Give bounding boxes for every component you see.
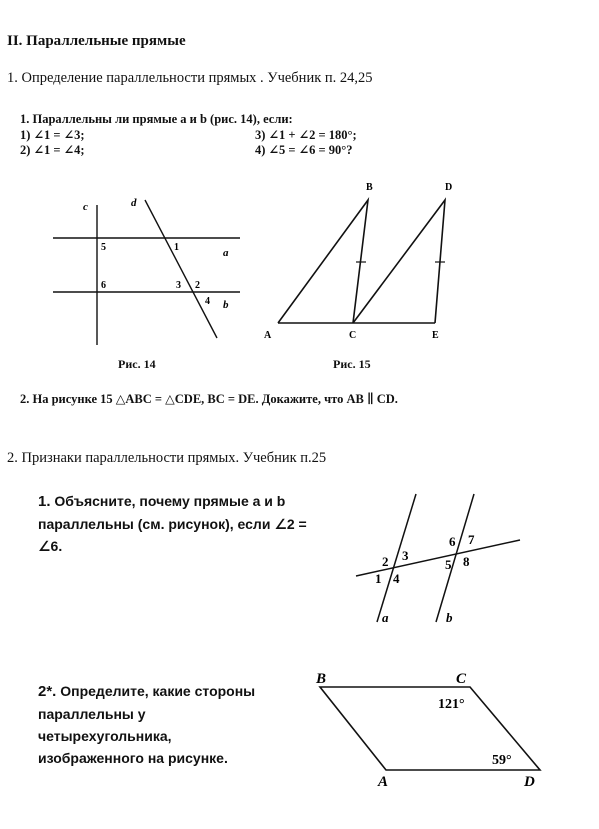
point-c: C xyxy=(456,671,467,687)
angle-1: 1 xyxy=(174,242,179,253)
problem1-option-4: 4) ∠5 = ∠6 = 90°? xyxy=(255,143,353,157)
fig14-caption: Рис. 14 xyxy=(118,357,156,371)
line-d xyxy=(145,200,217,338)
page-title: II. Параллельные прямые xyxy=(7,33,186,49)
point-a: A xyxy=(264,330,272,341)
label-b: b xyxy=(223,299,229,311)
label-a: a xyxy=(382,610,389,625)
point-d: D xyxy=(524,774,535,790)
point-b: B xyxy=(366,182,373,193)
angle-d: 59° xyxy=(492,753,512,768)
problem1-option-2: 2) ∠1 = ∠4; xyxy=(20,143,85,157)
angle-2: 2 xyxy=(195,280,200,291)
angle-8: 8 xyxy=(463,554,470,569)
label-d: d xyxy=(131,197,137,209)
figure-14 xyxy=(45,190,255,355)
task1-number: 1. xyxy=(38,493,51,510)
point-a: A xyxy=(378,774,389,790)
section1-heading: 1. Определение параллельности прямых . Учебник п. 24,25 xyxy=(7,70,373,86)
angle-4: 4 xyxy=(393,571,400,586)
triangle-cde xyxy=(353,200,445,323)
point-c: C xyxy=(349,330,357,341)
angle-3: 3 xyxy=(176,280,181,291)
task2-number: 2*. xyxy=(38,683,57,700)
task1-text: Объясните, почему прямые a и b параллельны (см. рисунок), если ∠2 = ∠6. xyxy=(38,493,307,554)
label-b: b xyxy=(446,610,453,625)
problem1-option-1: 1) ∠1 = ∠3; xyxy=(20,128,85,142)
angle-6: 6 xyxy=(101,280,106,291)
triangle-abc xyxy=(278,200,368,323)
angle-5: 5 xyxy=(101,242,106,253)
angle-4: 4 xyxy=(205,296,210,307)
angle-1: 1 xyxy=(375,571,382,586)
label-a: a xyxy=(223,247,229,259)
angle-5: 5 xyxy=(445,557,452,572)
problem1-option-3: 3) ∠1 + ∠2 = 180°; xyxy=(255,128,357,142)
section2-heading: 2. Признаки параллельности прямых. Учебник п.25 xyxy=(7,450,327,466)
problem2-text: 2. На рисунке 15 △ABC = △CDE, BC = DE. Докажите, что AB ∥ CD. xyxy=(20,392,398,406)
task1-figure xyxy=(352,490,532,625)
point-b: B xyxy=(316,671,327,687)
angle-6: 6 xyxy=(449,534,456,549)
point-e: E xyxy=(432,330,439,341)
angle-c: 121° xyxy=(438,697,465,712)
angle-3: 3 xyxy=(402,548,409,563)
fig15-caption: Рис. 15 xyxy=(333,357,371,371)
task2-figure xyxy=(300,668,560,796)
task1-block xyxy=(38,490,318,557)
figure-15 xyxy=(258,178,458,343)
angle-2: 2 xyxy=(382,554,389,569)
point-d: D xyxy=(445,182,453,193)
label-c: c xyxy=(83,201,88,213)
angle-7: 7 xyxy=(468,532,475,547)
task2-block xyxy=(38,680,278,769)
problem1-question: 1. Параллельны ли прямые a и b (рис. 14), если: xyxy=(20,112,293,126)
task2-text: Определите, какие стороны параллельны у четырехугольника, изображенного на рисунке. xyxy=(38,683,256,766)
